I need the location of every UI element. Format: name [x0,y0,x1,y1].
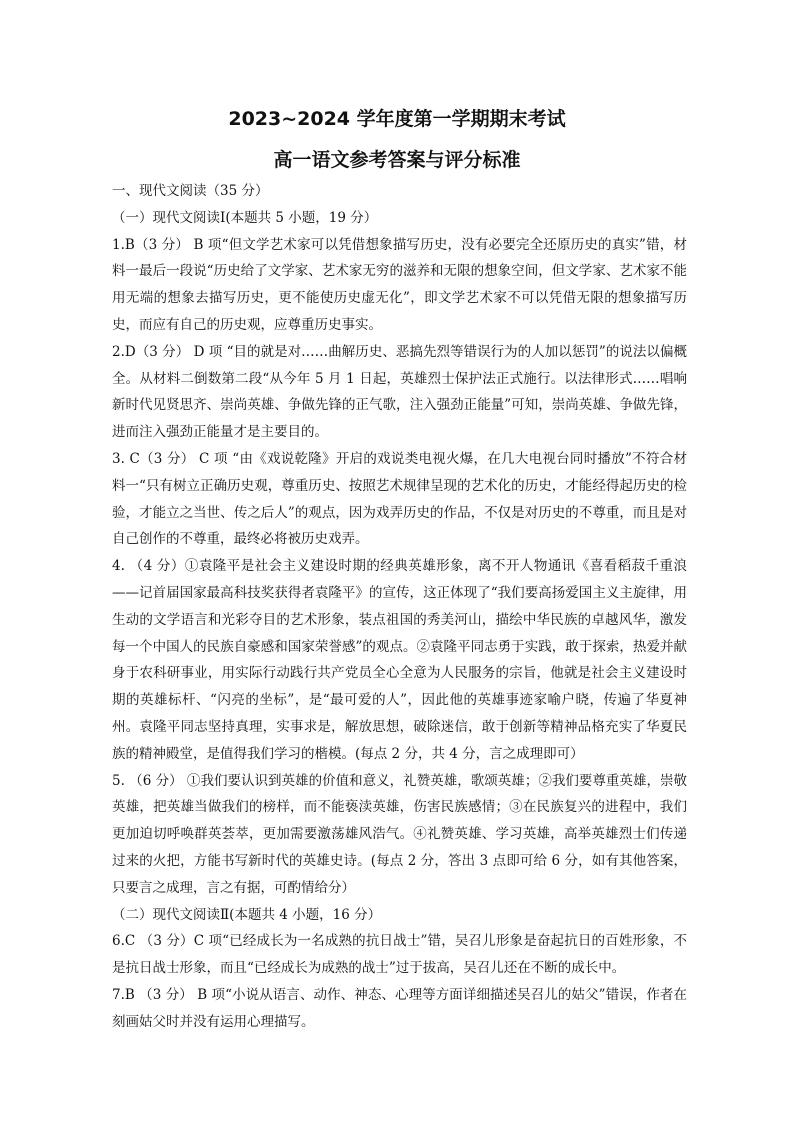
page-subtitle: 高一语文参考答案与评分标准 [273,149,521,171]
subsection-heading-reading-1: （一）现代文阅读Ⅰ(本题共 5 小题，19 分） [112,209,378,226]
answer-q2: 2.D（3 分） D 项 “目的就是对……曲解历史、恶搞先烈等错误行为的人加以惩罚”的说法以偏概全。从材料二倒数第二段“从今年 5 月 1 日起，英雄烈士保护法正式施行。以法律形式……唱响新时代见贤思齐、崇尚英雄、争做先锋的正气歌，注入强劲正能量”可知，崇尚英雄、争做先锋，进而注入强劲正能量才是主要目的。 [112,343,687,441]
answer-q6: 6.C （3 分）C 项“已经成长为一名成熟的抗日战士”错，吴召儿形象是奋起抗日的百姓形象，不是抗日战士形象，而且“已经成长为成熟的战士”过于拔高，吴召儿还在不断的成长中。 [112,933,687,977]
answer-q3: 3. C（3 分） C 项 “由《戏说乾隆》开启的戏说类电视火爆，在几大电视台同时播放”不符合材料一“只有树立正确历史观，尊重历史、按照艺术规律呈现的艺术化的历史，才能经得起历史的检验，才能立之当世、传之后人”的观点，因为戏弄历史的作品，不仅是对历史的不尊重，而且是对自己创作的不尊重，最终必将被历史戏弄。 [112,450,687,548]
page-title: 2023~2024 学年度第一学期期末考试 [228,108,566,130]
answer-q1: 1.B（3 分） B 项“但文学艺术家可以凭借想象描写历史，没有必要完全还原历史的真实”错，材料一最后一段说“历史给了文学家、艺术家无穷的滋养和无限的想象空间，但文学家、艺术家不能用无端的想象去描写历史，更不能使历史虚无化”，即文学艺术家不可以凭借无限的想象描写历史，而应有自己的历史观，应尊重历史事实。 [112,236,687,333]
answer-q4: 4. （4 分）①袁隆平是社会主义建设时期的经典英雄形象，离不开人物通讯《喜看稻菽千重浪——记首届国家最高科技奖获得者袁隆平》的宣传，这正体现了“我们要高扬爱国主义主旋律，用生动的文学语言和光彩夺目的艺术形象，装点祖国的秀美河山，描绘中华民族的卓越风华，激发每一个中国人的民族自豪感和国家荣誉感”的观点。②袁隆平同志勇于实践，敢于探索，热爱并献身于农科研事业，用实际行动践行共产党员全心全意为人民服务的宗旨，他就是社会主义建设时期的英雄标杆、“闪亮的坐标”，是“最可爱的人”，因此他的英雄事迹家喻户晓，传遍了华夏神州。袁隆平同志坚持真理，实事求是，解放思想，破除迷信，敢于创新等精神品格充实了华夏民族的精神殿堂，是值得我们学习的楷模。(每点 2 分，共 4 分，言之成理即可） [112,558,687,762]
answer-content [112,178,687,1036]
answer-q7: 7.B （3 分） B 项“小说从语言、动作、神态、心理等方面详细描述吴召儿的姑父”错误，作者在刻画姑父时并没有运用心理描写。 [112,986,687,1030]
answer-q5: 5. （6 分） ①我们要认识到英雄的价值和意义，礼赞英雄，歌颂英雄；②我们要尊重英雄，崇敬英雄，把英雄当做我们的榜样，而不能亵渎英雄，伤害民族感情；③在民族复兴的进程中，我们更加迫切呼唤群英荟萃，更加需要激荡雄风浩气。④礼赞英雄、学习英雄，高举英雄烈士们传递过来的火把，方能书写新时代的英雄史诗。(每点 2 分，答出 3 点即可给 6 分，如有其他答案，只要言之成理，言之有据，可酌情给分） [112,772,687,896]
section-heading-modern-reading: 一、现代文阅读（35 分） [112,183,269,199]
subsection-heading-reading-2: （二）现代文阅读Ⅱ(本题共 4 小题，16 分） [112,906,382,923]
